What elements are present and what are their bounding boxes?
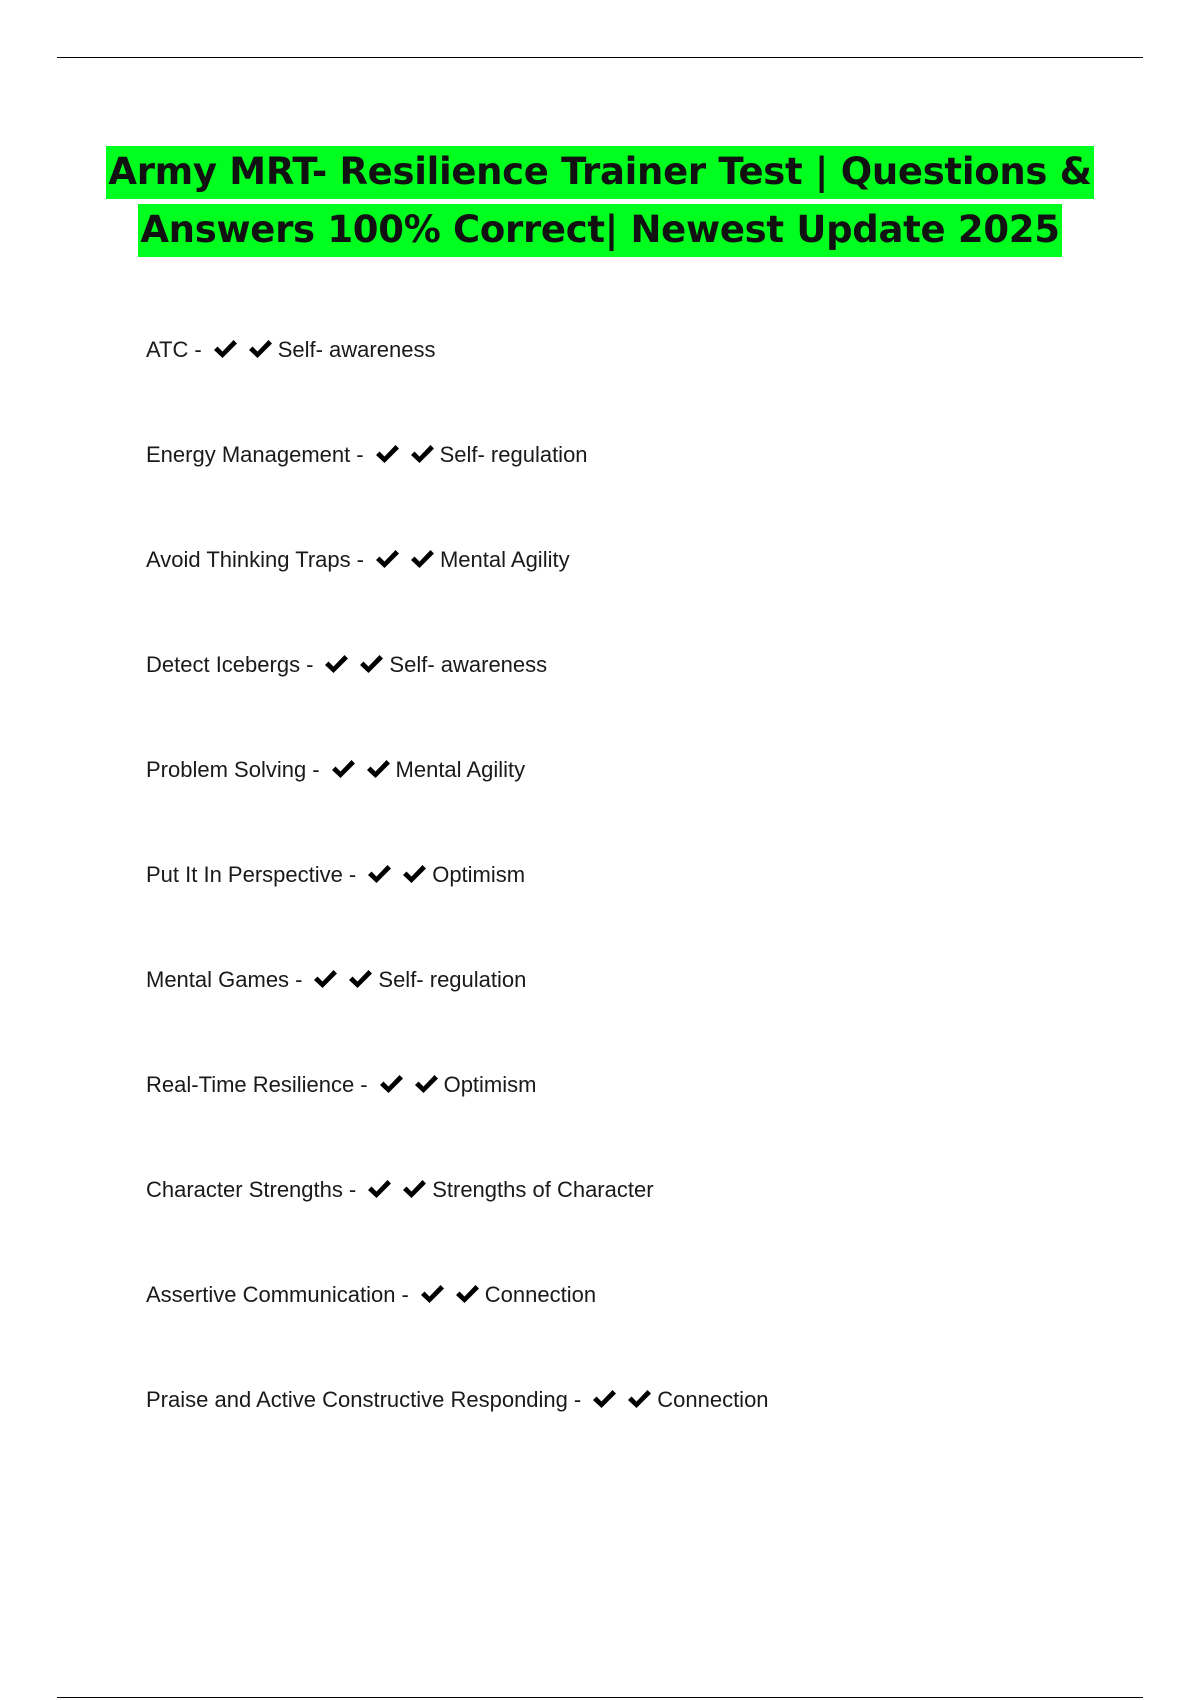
check-mark-icon [374, 443, 401, 465]
title-line-2: Answers 100% Correct| Newest Update 2025 [138, 204, 1061, 257]
check-marks [591, 1376, 653, 1410]
qa-term: Detect Icebergs [146, 652, 301, 677]
qa-separator: - [295, 967, 303, 992]
check-marks [212, 326, 274, 360]
qa-separator: - [356, 547, 364, 572]
qa-answer: Optimism [432, 862, 526, 887]
qa-separator: - [356, 442, 364, 467]
qa-separator: - [348, 1177, 357, 1202]
check-mark-icon [419, 1283, 446, 1305]
check-mark-icon [330, 758, 357, 780]
qa-answer: Self- regulation [378, 967, 527, 992]
check-marks [323, 641, 385, 675]
qa-answer: Self- awareness [277, 337, 436, 362]
qa-item [146, 956, 1146, 1061]
check-mark-icon [374, 548, 401, 570]
qa-separator: - [306, 652, 314, 677]
bottom-divider [57, 1697, 1143, 1698]
check-marks [419, 1271, 481, 1305]
qa-term: Assertive Communication [146, 1282, 396, 1307]
qa-item [146, 851, 1146, 956]
qa-answer: Strengths of Character [432, 1177, 654, 1202]
check-mark-icon [401, 1178, 428, 1200]
check-mark-icon [454, 1283, 481, 1305]
qa-answer: Mental Agility [439, 547, 570, 572]
qa-answer: Mental Agility [395, 757, 526, 782]
check-mark-icon [413, 1073, 440, 1095]
check-mark-icon [323, 653, 350, 675]
title-line-1: Army MRT- Resilience Trainer Test | Questions & [106, 146, 1093, 199]
qa-answer: Connection [657, 1387, 769, 1412]
qa-item [146, 641, 1146, 746]
check-mark-icon [212, 338, 239, 360]
qa-term: Problem Solving [146, 757, 307, 782]
qa-separator: - [194, 337, 202, 362]
check-mark-icon [591, 1388, 618, 1410]
check-mark-icon [347, 968, 374, 990]
qa-list [146, 326, 1146, 1481]
title-text [60, 143, 1140, 259]
qa-term: ATC [146, 337, 189, 362]
check-marks [366, 1166, 428, 1200]
qa-separator: - [312, 757, 320, 782]
qa-term: Put It In Perspective [146, 862, 343, 887]
qa-item [146, 431, 1146, 536]
check-marks [374, 536, 436, 570]
check-marks [312, 956, 374, 990]
check-mark-icon [358, 653, 385, 675]
check-mark-icon [626, 1388, 653, 1410]
check-mark-icon [247, 338, 274, 360]
check-marks [330, 746, 392, 780]
qa-answer: Optimism [443, 1072, 537, 1097]
qa-answer: Connection [484, 1282, 597, 1307]
qa-term: Character Strengths [146, 1177, 343, 1202]
qa-item [146, 1376, 1146, 1481]
qa-separator: - [573, 1387, 582, 1412]
qa-term: Praise and Active Constructive Responding [146, 1387, 568, 1412]
check-mark-icon [401, 863, 428, 885]
check-mark-icon [312, 968, 339, 990]
qa-item [146, 326, 1146, 431]
qa-term: Mental Games [146, 967, 290, 992]
qa-answer: Self- awareness [389, 652, 548, 677]
qa-term: Energy Management [146, 442, 351, 467]
check-mark-icon [378, 1073, 405, 1095]
check-marks [366, 851, 428, 885]
top-divider [57, 57, 1143, 58]
qa-separator: - [348, 862, 357, 887]
qa-separator: - [360, 1072, 368, 1097]
qa-separator: - [401, 1282, 409, 1307]
qa-item [146, 536, 1146, 641]
qa-item [146, 1271, 1146, 1376]
qa-item [146, 746, 1146, 851]
qa-term: Avoid Thinking Traps [146, 547, 351, 572]
check-mark-icon [409, 443, 436, 465]
qa-answer: Self- regulation [439, 442, 588, 467]
check-mark-icon [365, 758, 392, 780]
qa-item [146, 1061, 1146, 1166]
check-mark-icon [366, 1178, 393, 1200]
document-title [60, 143, 1140, 259]
check-marks [378, 1061, 440, 1095]
check-mark-icon [366, 863, 393, 885]
qa-item [146, 1166, 1146, 1271]
check-mark-icon [409, 548, 436, 570]
qa-term: Real-Time Resilience [146, 1072, 355, 1097]
check-marks [374, 431, 436, 465]
